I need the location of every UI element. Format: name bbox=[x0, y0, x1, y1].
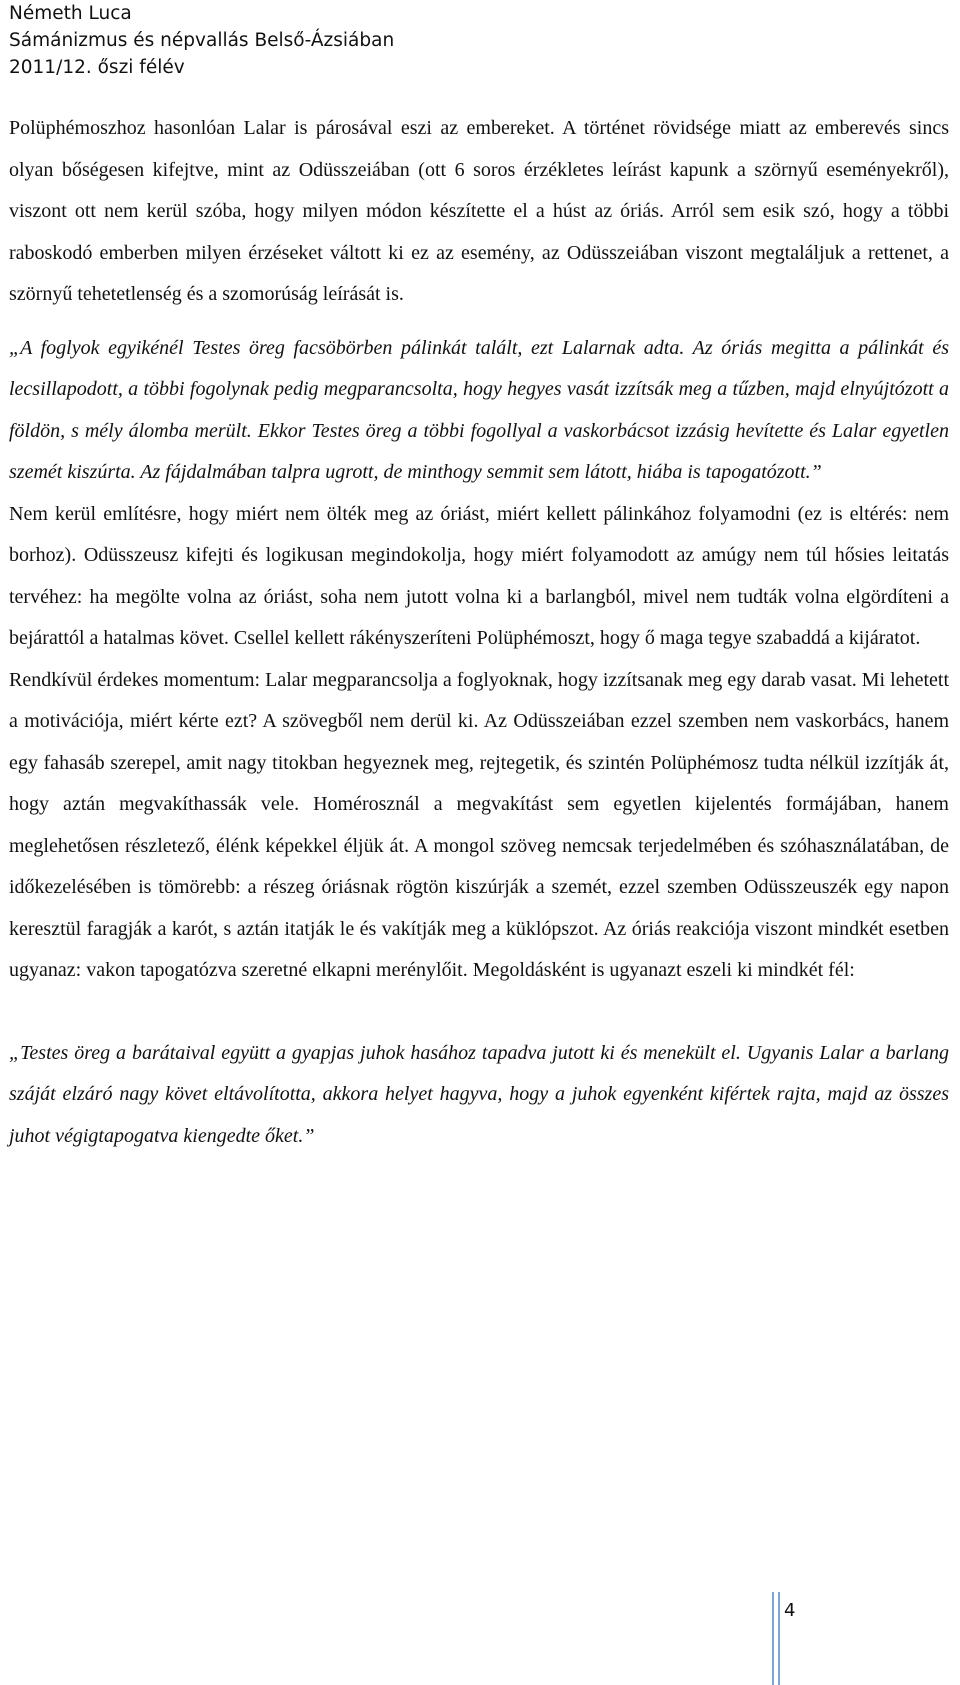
header-author: Németh Luca bbox=[9, 3, 132, 24]
paragraph-2: Nem kerül említésre, hogy miért nem ölték meg az óriást, miért kellett pálinkához folyamodni (ez is eltérés: nem borhoz). Odüsszeusz kifejti és logikusan megindokolja, hogy miért folyamodott az amúgy nem túl hősies leitatás tervéhez: ha megölte volna az óriást, soha nem jutott volna ki a barlangból, mivel nem tudták volna elgördíteni a bejárattól a hatalmas követ. Csellel kellett rákényszeríteni Polüphémoszt, hogy ő maga tegye szabaddá a kijáratot. bbox=[9, 502, 949, 649]
paragraph-3: Rendkívül érdekes momentum: Lalar megparancsolja a foglyoknak, hogy izzítsanak meg egy darab vasat. Mi lehetett a motivációja, miért kérte ezt? A szövegből nem derül ki. Az Odüsszeiában ezzel szemben nem vaskorbács, hanem egy fahasáb szerepel, amit nagy titokban hegyeznek meg, rejtegetik, és szintén Polüphémosz tudta nélkül izzítják át, hogy aztán megvakíthassák vele. Homérosznál a megvakítást sem egyetlen kijelentés formájában, hanem meglehetősen részletező, élénk képekkel éljük át. A mongol szöveg nemcsak terjedelmében és szóhasználatában, de időkezelésében is tömörebb: a részeg óriásnak rögtön kiszúrják a szemét, ezzel szemben Odüsszeuszék egy napon keresztül faragják a karót, s aztán itatják le és vakítják meg a küklópszot. Az óriás reakciója viszont mindkét esetben ugyanaz: vakon tapogatózva szeretné elkapni merénylőit. Megoldásként is ugyanazt eszeli ki mindkét fél: bbox=[9, 668, 949, 981]
page-header bbox=[9, 0, 394, 81]
header-semester: 2011/12. őszi félév bbox=[9, 57, 185, 78]
quote-1: „A foglyok egyikénél Testes öreg facsöbörben pálinkát talált, ezt Lalarnak adta. Az óriás megitta a pálinkát és lecsillapodott, a többi fogolynak pedig megparancsolta, hogy hegyes vasát izzítsák meg a tűzben, majd elnyújtózott a földön, s mély álomba merült. Ekkor Testes öreg a többi fogollyal a vaskorbácsot izzásig hevítette és Lalar egyetlen szemét kiszúrta. Az fájdalmában talpra ugrott, de minthogy semmit sem látott, hiába is tapogatózott.” bbox=[9, 336, 949, 483]
body-text bbox=[9, 108, 949, 1157]
page-number-divider bbox=[772, 1592, 780, 1685]
paragraph-1: Polüphémoszhoz hasonlóan Lalar is párosával eszi az embereket. A történet rövidsége miatt az emberevés sincs olyan bőségesen kifejtve, mint az Odüsszeiában (ott 6 soros érzékletes leírást kapunk a szörnyű eseményekről), viszont ott nem kerül szóba, hogy milyen módon készítette el a húst az óriás. Arról sem esik szó, hogy a többi raboskodó emberben milyen érzéseket váltott ki ez az esemény, az Odüsszeiában viszont megtaláljuk a rettenet, a szörnyű tehetetlenség és a szomorúság leírását is. bbox=[9, 117, 949, 305]
header-course: Sámánizmus és népvallás Belső-Ázsiában bbox=[9, 30, 395, 51]
quote-2: „Testes öreg a barátaival együtt a gyapjas juhok hasához tapadva jutott ki és menekült el. Ugyanis Lalar a barlang száját elzáró nagy követ eltávolította, akkora helyet hagyva, hogy a juhok egyenként kifértek rajta, majd az összes juhot végigtapogatva kiengedte őket.” bbox=[9, 1041, 949, 1147]
page-number: 4 bbox=[784, 1600, 796, 1621]
